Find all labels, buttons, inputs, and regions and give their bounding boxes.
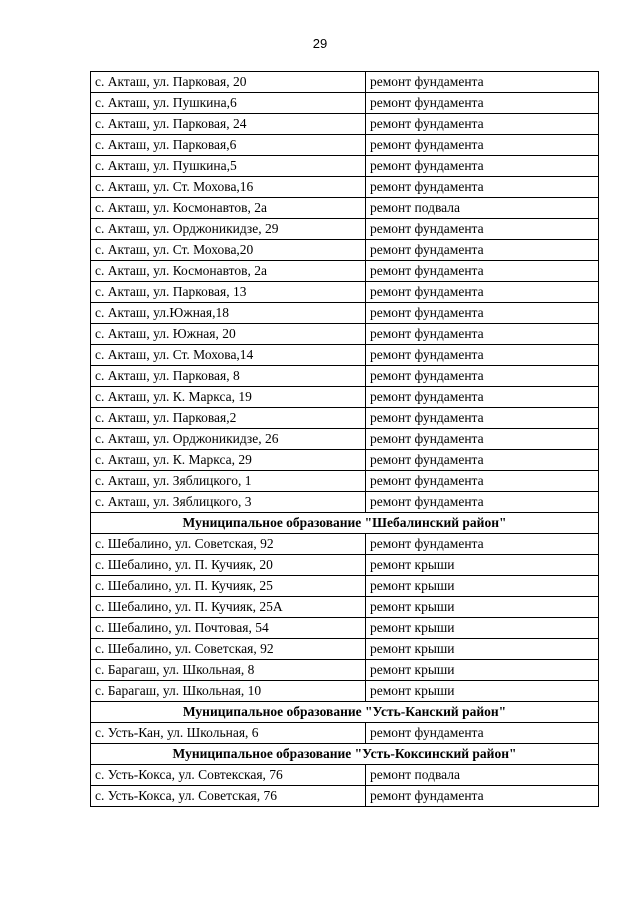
- repair-table: [90, 71, 599, 807]
- address-cell: с. Акташ, ул.Южная,18: [91, 303, 366, 324]
- table-row: [91, 366, 599, 387]
- section-header-row: [91, 702, 599, 723]
- table-row: [91, 786, 599, 807]
- table-row: [91, 723, 599, 744]
- address-cell: с. Акташ, ул. К. Маркса, 29: [91, 450, 366, 471]
- address-cell: с. Усть-Кан, ул. Школьная, 6: [91, 723, 366, 744]
- address-cell: с. Барагаш, ул. Школьная, 8: [91, 660, 366, 681]
- address-cell: с. Акташ, ул. Парковая, 24: [91, 114, 366, 135]
- work-type-cell: ремонт фундамента: [366, 408, 599, 429]
- address-cell: с. Акташ, ул. К. Маркса, 19: [91, 387, 366, 408]
- work-type-cell: ремонт фундамента: [366, 786, 599, 807]
- work-type-cell: ремонт крыши: [366, 576, 599, 597]
- address-cell: с. Акташ, ул. Ст. Мохова,14: [91, 345, 366, 366]
- work-type-cell: ремонт фундамента: [366, 114, 599, 135]
- work-type-cell: ремонт фундамента: [366, 723, 599, 744]
- address-cell: с. Усть-Кокса, ул. Совтекская, 76: [91, 765, 366, 786]
- work-type-cell: ремонт крыши: [366, 618, 599, 639]
- table-row: [91, 261, 599, 282]
- table-row: [91, 618, 599, 639]
- address-cell: с. Акташ, ул. Орджоникидзе, 26: [91, 429, 366, 450]
- address-cell: с. Шебалино, ул. Советская, 92: [91, 639, 366, 660]
- table-row: [91, 93, 599, 114]
- address-cell: с. Акташ, ул. Космонавтов, 2а: [91, 198, 366, 219]
- work-type-cell: ремонт фундамента: [366, 156, 599, 177]
- table-row: [91, 534, 599, 555]
- table-row: [91, 765, 599, 786]
- section-title: Муниципальное образование "Шебалинский район": [91, 513, 599, 534]
- table-row: [91, 450, 599, 471]
- address-cell: с. Шебалино, ул. Советская, 92: [91, 534, 366, 555]
- work-type-cell: ремонт фундамента: [366, 534, 599, 555]
- table-row: [91, 492, 599, 513]
- table-row: [91, 639, 599, 660]
- table-row: [91, 282, 599, 303]
- table-row: [91, 156, 599, 177]
- table-row: [91, 303, 599, 324]
- table-row: [91, 576, 599, 597]
- table-row: [91, 177, 599, 198]
- address-cell: с. Акташ, ул. Зяблицкого, 3: [91, 492, 366, 513]
- work-type-cell: ремонт крыши: [366, 597, 599, 618]
- table-row: [91, 198, 599, 219]
- table-row: [91, 597, 599, 618]
- address-cell: с. Акташ, ул. Парковая, 13: [91, 282, 366, 303]
- address-cell: с. Акташ, ул. Пушкина,5: [91, 156, 366, 177]
- table-row: [91, 135, 599, 156]
- table-row: [91, 408, 599, 429]
- table-row: [91, 660, 599, 681]
- work-type-cell: ремонт крыши: [366, 639, 599, 660]
- work-type-cell: ремонт фундамента: [366, 450, 599, 471]
- work-type-cell: ремонт фундамента: [366, 72, 599, 93]
- address-cell: с. Шебалино, ул. П. Кучияк, 25А: [91, 597, 366, 618]
- address-cell: с. Шебалино, ул. П. Кучияк, 20: [91, 555, 366, 576]
- work-type-cell: ремонт фундамента: [366, 429, 599, 450]
- table-row: [91, 240, 599, 261]
- work-type-cell: ремонт фундамента: [366, 240, 599, 261]
- section-title: Муниципальное образование "Усть-Канский район": [91, 702, 599, 723]
- address-cell: с. Акташ, ул. Ст. Мохова,20: [91, 240, 366, 261]
- address-cell: с. Акташ, ул. Парковая, 20: [91, 72, 366, 93]
- table-row: [91, 345, 599, 366]
- work-type-cell: ремонт крыши: [366, 660, 599, 681]
- work-type-cell: ремонт фундамента: [366, 219, 599, 240]
- address-cell: с. Акташ, ул. Парковая, 8: [91, 366, 366, 387]
- address-cell: с. Акташ, ул. Южная, 20: [91, 324, 366, 345]
- table-row: [91, 681, 599, 702]
- table-row: [91, 555, 599, 576]
- table-row: [91, 324, 599, 345]
- address-cell: с. Акташ, ул. Зяблицкого, 1: [91, 471, 366, 492]
- address-cell: с. Акташ, ул. Орджоникидзе, 29: [91, 219, 366, 240]
- work-type-cell: ремонт фундамента: [366, 93, 599, 114]
- work-type-cell: ремонт фундамента: [366, 387, 599, 408]
- work-type-cell: ремонт фундамента: [366, 261, 599, 282]
- work-type-cell: ремонт фундамента: [366, 345, 599, 366]
- repair-table-body: [91, 72, 599, 807]
- address-cell: с. Шебалино, ул. П. Кучияк, 25: [91, 576, 366, 597]
- address-cell: с. Акташ, ул. Парковая,6: [91, 135, 366, 156]
- work-type-cell: ремонт крыши: [366, 555, 599, 576]
- work-type-cell: ремонт фундамента: [366, 135, 599, 156]
- table-row: [91, 72, 599, 93]
- table-row: [91, 114, 599, 135]
- work-type-cell: ремонт фундамента: [366, 282, 599, 303]
- work-type-cell: ремонт фундамента: [366, 324, 599, 345]
- work-type-cell: ремонт фундамента: [366, 303, 599, 324]
- work-type-cell: ремонт крыши: [366, 681, 599, 702]
- work-type-cell: ремонт фундамента: [366, 471, 599, 492]
- address-cell: с. Шебалино, ул. Почтовая, 54: [91, 618, 366, 639]
- address-cell: с. Акташ, ул. Пушкина,6: [91, 93, 366, 114]
- address-cell: с. Барагаш, ул. Школьная, 10: [91, 681, 366, 702]
- address-cell: с. Акташ, ул. Ст. Мохова,16: [91, 177, 366, 198]
- address-cell: с. Усть-Кокса, ул. Советская, 76: [91, 786, 366, 807]
- section-header-row: [91, 513, 599, 534]
- table-row: [91, 387, 599, 408]
- page-number: 29: [312, 36, 328, 51]
- work-type-cell: ремонт фундамента: [366, 177, 599, 198]
- address-cell: с. Акташ, ул. Космонавтов, 2а: [91, 261, 366, 282]
- work-type-cell: ремонт подвала: [366, 198, 599, 219]
- work-type-cell: ремонт подвала: [366, 765, 599, 786]
- table-row: [91, 429, 599, 450]
- table-row: [91, 219, 599, 240]
- work-type-cell: ремонт фундамента: [366, 492, 599, 513]
- table-row: [91, 471, 599, 492]
- section-title: Муниципальное образование "Усть-Коксинский район": [91, 744, 599, 765]
- address-cell: с. Акташ, ул. Парковая,2: [91, 408, 366, 429]
- work-type-cell: ремонт фундамента: [366, 366, 599, 387]
- section-header-row: [91, 744, 599, 765]
